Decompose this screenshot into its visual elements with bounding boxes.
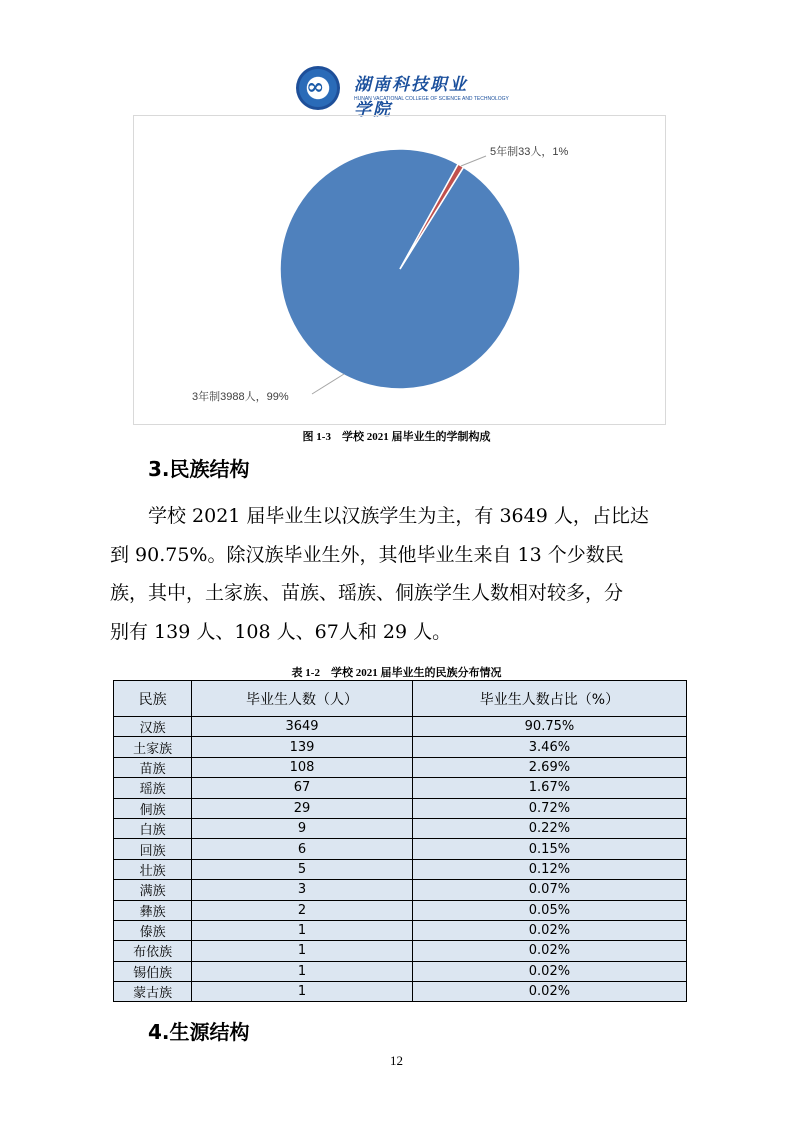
table-cell: 0.02% [412,941,686,961]
table-cell: 6 [192,839,413,859]
table-cell: 3 [192,880,413,900]
table-cell: 139 [192,737,413,757]
table-cell: 108 [192,757,413,777]
table-row [114,717,687,737]
table-cell: 侗族 [114,798,192,818]
table-row [114,900,687,920]
table-cell: 1 [192,920,413,940]
pie-label-3yr: 3年制3988人，99% [192,391,289,403]
paragraph-line: 到 90.75%。除汉族毕业生外，其他毕业生来自 13 个少数民 [110,543,624,566]
table-cell: 蒙古族 [114,982,192,1002]
table-row [114,880,687,900]
table-cell: 壮族 [114,859,192,879]
table-cell: 1 [192,982,413,1002]
table-cell: 回族 [114,839,192,859]
table-cell: 0.02% [412,982,686,1002]
table-cell: 2.69% [412,757,686,777]
table-row [114,737,687,757]
table-row [114,982,687,1002]
page-number: 12 [390,1053,403,1068]
table-row [114,798,687,818]
table-row [114,757,687,777]
table-caption: 表 1-2 学校 2021 届毕业生的民族分布情况 [291,667,502,679]
table-cell: 3649 [192,717,413,737]
figure-caption: 图 1-3 学校 2021 届毕业生的学制构成 [302,431,491,443]
leader-line [461,156,486,166]
table-cell: 9 [192,818,413,838]
table-cell: 0.07% [412,880,686,900]
leader-line [312,374,344,394]
table-row [114,818,687,838]
table-cell: 3.46% [412,737,686,757]
table-cell: 苗族 [114,757,192,777]
paragraph-line: 学校 2021 届毕业生以汉族学生为主，有 3649 人，占比达 [148,505,649,527]
table-row [114,778,687,798]
table-cell: 90.75% [412,717,686,737]
table-cell: 0.02% [412,920,686,940]
section-heading-3: 3.民族结构 [148,457,250,481]
table-cell: 67 [192,778,413,798]
table-row [114,920,687,940]
table-cell: 布依族 [114,941,192,961]
table-row [114,961,687,981]
table-row [114,859,687,879]
table-cell: 傣族 [114,920,192,940]
pie-chart [134,116,667,426]
pie-label-5yr: 5年制33人，1% [490,146,569,158]
table-cell: 瑶族 [114,778,192,798]
ethnicity-table [113,680,687,1002]
logo-chinese-name: 湖南科技职业学院 [354,75,468,120]
paragraph-line: 族，其中，土家族、苗族、瑶族、侗族学生人数相对较多，分 [110,582,624,604]
table-cell: 1.67% [412,778,686,798]
table-cell: 汉族 [114,717,192,737]
table-cell: 锡伯族 [114,961,192,981]
table-cell: 1 [192,961,413,981]
column-header: 民族 [114,681,192,717]
table-cell: 0.72% [412,798,686,818]
table-cell: 0.15% [412,839,686,859]
column-header: 毕业生人数占比（%） [412,681,686,717]
table-cell: 满族 [114,880,192,900]
section-3-paragraph [110,497,690,651]
table-cell: 1 [192,941,413,961]
table-cell: 0.02% [412,961,686,981]
table-cell: 0.12% [412,859,686,879]
table-cell: 29 [192,798,413,818]
table-cell: 白族 [114,818,192,838]
college-logo: ∞ 湖南科技职业学院 HUNAN VACATIONAL COLLEGE OF SCIENCE AND TECHNOLOGY [296,66,486,112]
pie-chart-figure [133,115,666,425]
column-header: 毕业生人数（人） [192,681,413,717]
table-cell: 0.05% [412,900,686,920]
table-cell: 土家族 [114,737,192,757]
table-row [114,839,687,859]
paragraph-line: 别有 139 人、108 人、67人和 29 人。 [110,620,452,643]
table-cell: 2 [192,900,413,920]
table-cell: 0.22% [412,818,686,838]
logo-english-name: HUNAN VACATIONAL COLLEGE OF SCIENCE AND TECHNOLOGY [354,96,509,102]
table-cell: 5 [192,859,413,879]
table-row [114,941,687,961]
section-heading-4: 4.生源结构 [148,1020,250,1044]
table-cell: 彝族 [114,900,192,920]
